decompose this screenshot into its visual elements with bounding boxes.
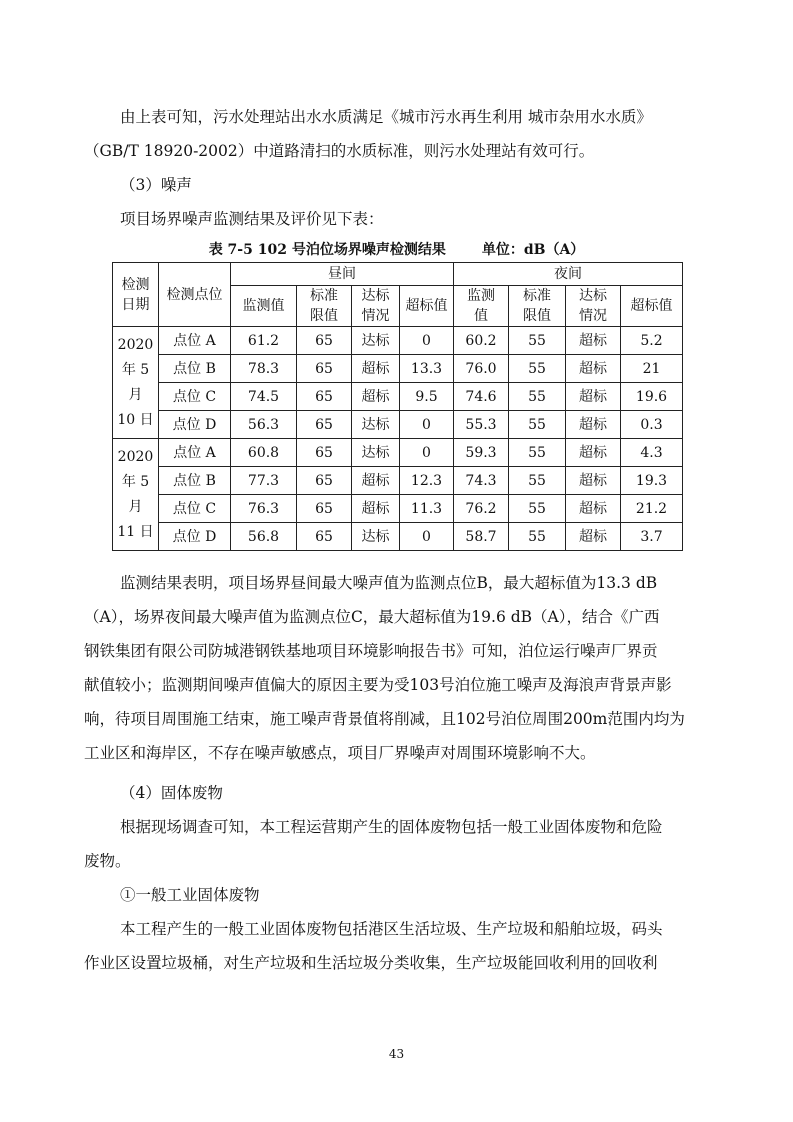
day-measured-cell: 77.3 bbox=[231, 467, 297, 495]
day-standard-cell: 65 bbox=[297, 495, 352, 523]
header-day-exceed: 超标值 bbox=[400, 286, 454, 327]
header-day-status bbox=[352, 286, 400, 327]
paragraph-line: 响，待项目周围施工结束，施工噪声背景值将削减，且102号泊位周围200m范围内均为 bbox=[84, 710, 685, 728]
day-standard-cell: 65 bbox=[297, 523, 352, 551]
date-line: 11 日 bbox=[117, 523, 154, 540]
night-status-cell: 超标 bbox=[566, 523, 621, 551]
paragraph-line: 由上表可知，污水处理站出水水质满足《城市污水再生利用 城市杂用水水质》 bbox=[120, 108, 652, 126]
day-exceed-cell: 11.3 bbox=[400, 495, 454, 523]
date-cell bbox=[113, 439, 159, 551]
header-day-status-line-2: 情况 bbox=[361, 308, 390, 324]
table-row bbox=[113, 439, 683, 467]
night-measured-cell: 76.0 bbox=[454, 355, 509, 383]
day-exceed-cell: 0 bbox=[400, 327, 454, 355]
paragraph-line: 作业区设置垃圾桶，对生产垃圾和生活垃圾分类收集，生产垃圾能回收利用的回收利 bbox=[84, 954, 658, 972]
noise-table bbox=[112, 262, 683, 551]
date-line: 月 bbox=[128, 498, 143, 515]
header-night-standard-line-1: 标准 bbox=[523, 288, 551, 304]
day-measured-cell: 56.8 bbox=[231, 523, 297, 551]
day-measured-cell: 61.2 bbox=[231, 327, 297, 355]
point-cell: 点位 B bbox=[159, 355, 231, 383]
table-row bbox=[113, 411, 683, 439]
paragraph-line: 监测结果表明，项目场界昼间最大噪声值为监测点位B，最大超标值为13.3 dB bbox=[120, 574, 658, 592]
paragraph-line: （A），场界夜间最大噪声值为监测点位C，最大超标值为19.6 dB（A），结合《广西 bbox=[84, 608, 660, 626]
paragraph-line: 钢铁集团有限公司防城港钢铁基地项目环境影响报告书》可知，泊位运行噪声厂界贡 bbox=[84, 642, 658, 660]
night-measured-cell: 74.3 bbox=[454, 467, 509, 495]
night-status-cell: 超标 bbox=[566, 467, 621, 495]
night-exceed-cell: 4.3 bbox=[621, 439, 683, 467]
day-exceed-cell: 0 bbox=[400, 411, 454, 439]
night-standard-cell: 55 bbox=[509, 327, 566, 355]
header-point: 检测点位 bbox=[159, 263, 231, 327]
date-line: 10 日 bbox=[117, 411, 154, 428]
header-night-status-line-1: 达标 bbox=[579, 288, 607, 304]
night-exceed-cell: 21 bbox=[621, 355, 683, 383]
table-row bbox=[113, 495, 683, 523]
header-night-measured-line-2: 值 bbox=[474, 308, 488, 324]
night-standard-cell: 55 bbox=[509, 411, 566, 439]
night-status-cell: 超标 bbox=[566, 411, 621, 439]
date-line: 年 5 bbox=[121, 361, 150, 378]
day-standard-cell: 65 bbox=[297, 327, 352, 355]
header-night: 夜间 bbox=[454, 263, 683, 286]
table-row bbox=[113, 355, 683, 383]
date-line: 年 5 bbox=[121, 473, 150, 490]
date-line: 月 bbox=[128, 386, 143, 403]
night-exceed-cell: 3.7 bbox=[621, 523, 683, 551]
paragraph-line: 献值较小；监测期间噪声值偏大的原因主要为受103号泊位施工噪声及海浪声背景声影 bbox=[84, 676, 672, 694]
night-measured-cell: 60.2 bbox=[454, 327, 509, 355]
table-caption-unit: 单位：dB（A） bbox=[481, 242, 585, 258]
point-cell: 点位 B bbox=[159, 467, 231, 495]
header-night-exceed: 超标值 bbox=[621, 286, 683, 327]
header-night-standard bbox=[509, 286, 566, 327]
point-cell: 点位 D bbox=[159, 411, 231, 439]
date-line: 2020 bbox=[117, 336, 154, 353]
point-cell: 点位 C bbox=[159, 383, 231, 411]
day-exceed-cell: 0 bbox=[400, 523, 454, 551]
night-status-cell: 超标 bbox=[566, 327, 621, 355]
day-status-cell: 达标 bbox=[352, 523, 400, 551]
table-row bbox=[113, 327, 683, 355]
day-measured-cell: 76.3 bbox=[231, 495, 297, 523]
night-measured-cell: 74.6 bbox=[454, 383, 509, 411]
section-heading-solid-waste: （4）固体废物 bbox=[120, 784, 223, 802]
night-standard-cell: 55 bbox=[509, 467, 566, 495]
night-standard-cell: 55 bbox=[509, 383, 566, 411]
point-cell: 点位 C bbox=[159, 495, 231, 523]
header-night-measured-line-1: 监测 bbox=[467, 288, 495, 304]
paragraph-line: 废物。 bbox=[84, 852, 131, 870]
night-exceed-cell: 0.3 bbox=[621, 411, 683, 439]
header-date-line-2: 日期 bbox=[121, 296, 150, 313]
day-measured-cell: 56.3 bbox=[231, 411, 297, 439]
night-standard-cell: 55 bbox=[509, 523, 566, 551]
night-measured-cell: 58.7 bbox=[454, 523, 509, 551]
paragraph-line: 工业区和海岸区，不存在噪声敏感点，项目厂界噪声对周围环境影响不大。 bbox=[84, 744, 596, 762]
night-measured-cell: 59.3 bbox=[454, 439, 509, 467]
day-measured-cell: 60.8 bbox=[231, 439, 297, 467]
date-cell bbox=[113, 327, 159, 439]
header-day-standard-line-1: 标准 bbox=[310, 288, 338, 304]
table-row bbox=[113, 523, 683, 551]
day-standard-cell: 65 bbox=[297, 355, 352, 383]
day-status-cell: 超标 bbox=[352, 383, 400, 411]
table-row bbox=[113, 467, 683, 495]
day-status-cell: 达标 bbox=[352, 411, 400, 439]
day-standard-cell: 65 bbox=[297, 439, 352, 467]
day-standard-cell: 65 bbox=[297, 383, 352, 411]
night-status-cell: 超标 bbox=[566, 383, 621, 411]
day-standard-cell: 65 bbox=[297, 467, 352, 495]
day-measured-cell: 78.3 bbox=[231, 355, 297, 383]
day-exceed-cell: 9.5 bbox=[400, 383, 454, 411]
point-cell: 点位 A bbox=[159, 327, 231, 355]
night-exceed-cell: 19.3 bbox=[621, 467, 683, 495]
header-night-measured bbox=[454, 286, 509, 327]
header-day-standard-line-2: 限值 bbox=[310, 308, 338, 324]
night-exceed-cell: 5.2 bbox=[621, 327, 683, 355]
paragraph-line: 本工程产生的一般工业固体废物包括港区生活垃圾、生产垃圾和船舶垃圾，码头 bbox=[120, 920, 663, 938]
table-row bbox=[113, 383, 683, 411]
day-exceed-cell: 12.3 bbox=[400, 467, 454, 495]
header-night-status bbox=[566, 286, 621, 327]
date-line: 2020 bbox=[117, 448, 154, 465]
day-standard-cell: 65 bbox=[297, 411, 352, 439]
page-number: 43 bbox=[388, 1047, 405, 1061]
night-measured-cell: 76.2 bbox=[454, 495, 509, 523]
day-status-cell: 达标 bbox=[352, 327, 400, 355]
day-status-cell: 超标 bbox=[352, 495, 400, 523]
day-status-cell: 达标 bbox=[352, 439, 400, 467]
paragraph-line: （GB/T 18920-2002）中道路清扫的水质标准，则污水处理站有效可行。 bbox=[84, 142, 595, 160]
night-exceed-cell: 21.2 bbox=[621, 495, 683, 523]
table-caption bbox=[0, 240, 793, 260]
section-heading-noise: （3）噪声 bbox=[120, 176, 192, 194]
night-status-cell: 超标 bbox=[566, 439, 621, 467]
night-standard-cell: 55 bbox=[509, 355, 566, 383]
day-exceed-cell: 13.3 bbox=[400, 355, 454, 383]
point-cell: 点位 D bbox=[159, 523, 231, 551]
point-cell: 点位 A bbox=[159, 439, 231, 467]
night-status-cell: 超标 bbox=[566, 495, 621, 523]
header-date-line-1: 检测 bbox=[121, 276, 150, 293]
night-measured-cell: 55.3 bbox=[454, 411, 509, 439]
header-day-status-line-1: 达标 bbox=[361, 288, 390, 304]
night-status-cell: 超标 bbox=[566, 355, 621, 383]
header-day-measured: 监测值 bbox=[231, 286, 297, 327]
header-night-standard-line-2: 限值 bbox=[523, 308, 551, 324]
header-date bbox=[113, 263, 159, 327]
header-day-standard bbox=[297, 286, 352, 327]
header-day: 昼间 bbox=[231, 263, 454, 286]
day-measured-cell: 74.5 bbox=[231, 383, 297, 411]
day-status-cell: 超标 bbox=[352, 467, 400, 495]
paragraph-line: 项目场界噪声监测结果及评价见下表： bbox=[120, 210, 384, 228]
subsection-heading-general-waste: ①一般工业固体废物 bbox=[120, 886, 260, 904]
table-caption-title: 表 7-5 102 号泊位场界噪声检测结果 bbox=[208, 242, 446, 258]
night-standard-cell: 55 bbox=[509, 439, 566, 467]
day-status-cell: 超标 bbox=[352, 355, 400, 383]
header-night-status-line-2: 情况 bbox=[579, 308, 607, 324]
night-exceed-cell: 19.6 bbox=[621, 383, 683, 411]
night-standard-cell: 55 bbox=[509, 495, 566, 523]
paragraph-line: 根据现场调查可知，本工程运营期产生的固体废物包括一般工业固体废物和危险 bbox=[120, 818, 663, 836]
day-exceed-cell: 0 bbox=[400, 439, 454, 467]
